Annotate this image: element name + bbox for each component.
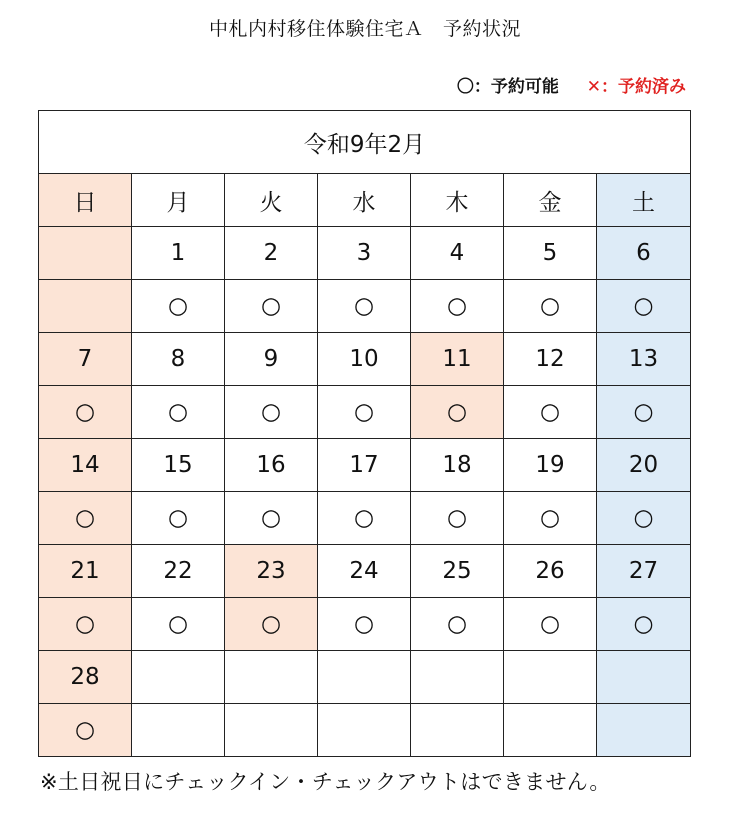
day-number-cell: 23 — [225, 545, 318, 598]
weekday-wed: 水 — [318, 174, 411, 227]
day-number-cell — [39, 227, 132, 280]
availability-mark-cell: ○ — [597, 280, 691, 333]
availability-mark-cell: ○ — [504, 492, 597, 545]
availability-mark-cell: ○ — [225, 598, 318, 651]
day-number-cell: 13 — [597, 333, 691, 386]
availability-mark-cell: ○ — [132, 280, 225, 333]
weekday-sun: 日 — [39, 174, 132, 227]
availability-mark-cell: ○ — [225, 280, 318, 333]
mark-row-5 — [39, 704, 691, 757]
day-row-1 — [39, 227, 691, 280]
day-number-cell: 1 — [132, 227, 225, 280]
availability-mark-cell: ○ — [597, 492, 691, 545]
availability-mark-cell — [318, 704, 411, 757]
availability-mark-cell: ○ — [318, 280, 411, 333]
day-number-cell: 18 — [411, 439, 504, 492]
availability-mark-cell: ○ — [39, 386, 132, 439]
availability-mark-cell: ○ — [132, 492, 225, 545]
day-number-cell: 25 — [411, 545, 504, 598]
day-number-cell: 3 — [318, 227, 411, 280]
day-number-cell — [132, 651, 225, 704]
day-number-cell — [411, 651, 504, 704]
day-number-cell: 14 — [39, 439, 132, 492]
availability-mark-cell: ○ — [411, 598, 504, 651]
day-number-cell — [318, 651, 411, 704]
mark-row-2 — [39, 386, 691, 439]
availability-mark-cell: ○ — [318, 598, 411, 651]
availability-mark-cell: ○ — [411, 280, 504, 333]
availability-mark-cell — [132, 704, 225, 757]
availability-mark-cell: ○ — [132, 386, 225, 439]
day-number-cell — [225, 651, 318, 704]
day-number-cell: 15 — [132, 439, 225, 492]
mark-row-3 — [39, 492, 691, 545]
day-row-5 — [39, 651, 691, 704]
checkin-note: ※土日祝日にチェックイン・チェックアウトはできません。 — [40, 770, 611, 794]
availability-mark-cell — [39, 280, 132, 333]
page-title: 中札内村移住体験住宅Ａ 予約状況 — [208, 18, 521, 40]
day-number-cell: 5 — [504, 227, 597, 280]
calendar-table — [38, 110, 691, 757]
weekday-tue: 火 — [225, 174, 318, 227]
availability-mark-cell — [411, 704, 504, 757]
day-number-cell: 22 — [132, 545, 225, 598]
day-number-cell: 20 — [597, 439, 691, 492]
availability-mark-cell — [225, 704, 318, 757]
day-number-cell: 12 — [504, 333, 597, 386]
weekday-mon: 月 — [132, 174, 225, 227]
weekday-sat: 土 — [597, 174, 691, 227]
weekday-thu: 木 — [411, 174, 504, 227]
availability-mark-cell: ○ — [39, 598, 132, 651]
availability-mark-cell — [504, 704, 597, 757]
day-number-cell: 9 — [225, 333, 318, 386]
availability-mark-cell: ○ — [411, 386, 504, 439]
day-number-cell: 8 — [132, 333, 225, 386]
weekday-fri: 金 — [504, 174, 597, 227]
day-number-cell: 10 — [318, 333, 411, 386]
day-number-cell: 27 — [597, 545, 691, 598]
legend — [457, 72, 686, 97]
day-number-cell: 26 — [504, 545, 597, 598]
mark-row-1 — [39, 280, 691, 333]
mark-row-4 — [39, 598, 691, 651]
availability-mark-cell: ○ — [318, 386, 411, 439]
weekday-header-row — [39, 174, 691, 227]
legend-available: 〇：予約可能 — [456, 77, 559, 97]
availability-mark-cell: ○ — [597, 386, 691, 439]
day-number-cell: 17 — [318, 439, 411, 492]
day-row-4 — [39, 545, 691, 598]
availability-mark-cell: ○ — [318, 492, 411, 545]
day-number-cell — [504, 651, 597, 704]
day-number-cell — [597, 651, 691, 704]
availability-mark-cell: ○ — [132, 598, 225, 651]
day-row-3 — [39, 439, 691, 492]
day-row-2 — [39, 333, 691, 386]
month-header-row — [39, 111, 691, 174]
day-number-cell: 16 — [225, 439, 318, 492]
availability-mark-cell: ○ — [411, 492, 504, 545]
day-number-cell: 4 — [411, 227, 504, 280]
availability-mark-cell: ○ — [225, 492, 318, 545]
month-label: 令和9年2月 — [39, 111, 691, 174]
day-number-cell: 2 — [225, 227, 318, 280]
day-number-cell: 7 — [39, 333, 132, 386]
day-number-cell: 24 — [318, 545, 411, 598]
legend-booked: ✕：予約済み — [586, 77, 686, 97]
day-number-cell: 28 — [39, 651, 132, 704]
day-number-cell: 6 — [597, 227, 691, 280]
availability-mark-cell: ○ — [504, 386, 597, 439]
availability-mark-cell: ○ — [597, 598, 691, 651]
availability-mark-cell: ○ — [504, 280, 597, 333]
availability-mark-cell: ○ — [504, 598, 597, 651]
availability-mark-cell: ○ — [39, 492, 132, 545]
day-number-cell: 21 — [39, 545, 132, 598]
availability-mark-cell — [597, 704, 691, 757]
day-number-cell: 11 — [411, 333, 504, 386]
availability-mark-cell: ○ — [39, 704, 132, 757]
day-number-cell: 19 — [504, 439, 597, 492]
availability-mark-cell: ○ — [225, 386, 318, 439]
